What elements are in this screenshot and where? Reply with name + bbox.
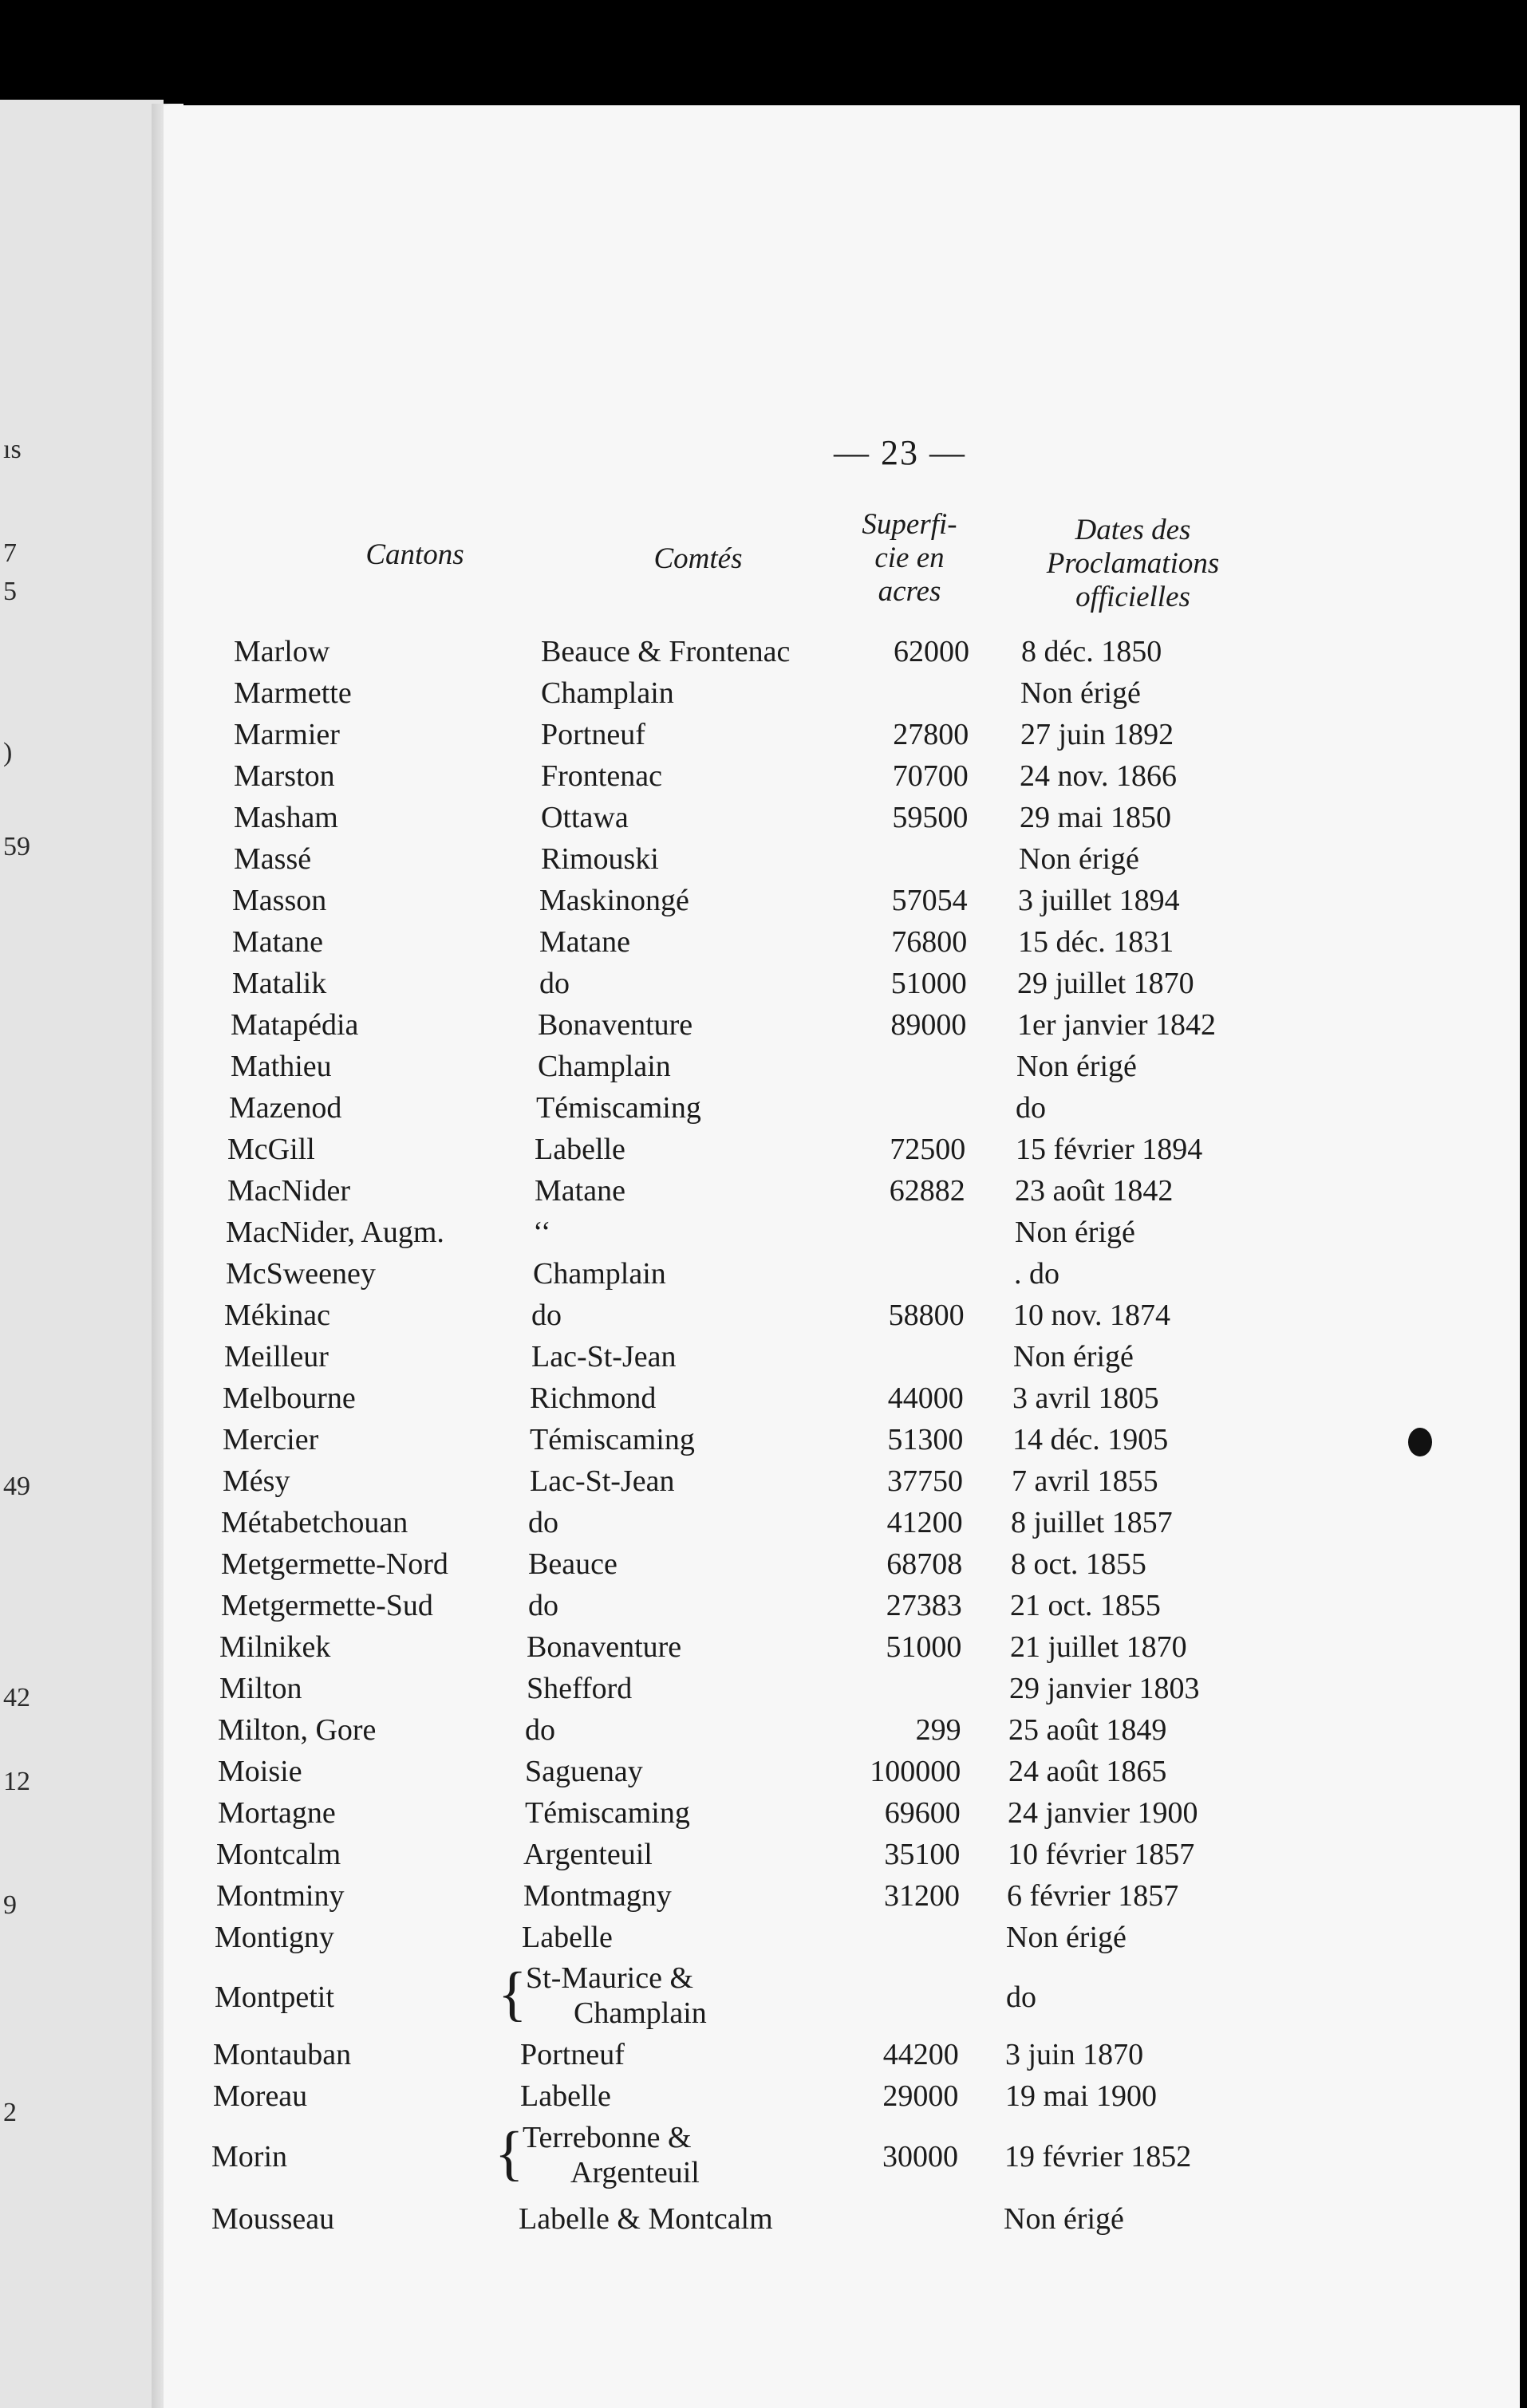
canton-name: Montauban [213, 2038, 352, 2071]
superficie-value: 31200 [884, 1879, 960, 1913]
header-dates-line: Proclamations [1046, 547, 1220, 580]
superficie-value: 68708 [886, 1547, 963, 1581]
proclamation-date: 10 nov. 1874 [1013, 1299, 1171, 1332]
comte-name: Portneuf [520, 2038, 625, 2071]
canton-name: Marmette [234, 676, 352, 710]
canton-name: Marlow [234, 635, 330, 668]
proclamation-date: 6 février 1857 [1007, 1879, 1179, 1913]
left-page-text: 59 [3, 832, 30, 861]
comte-name-continued: Argenteuil [570, 2156, 700, 2189]
comte-name: Bonaventure [527, 1630, 682, 1664]
canton-name: Melbourne [223, 1381, 356, 1415]
comte-name: Champlain [533, 1257, 666, 1291]
canton-name: Milnikek [219, 1630, 331, 1664]
proclamation-date: 3 juin 1870 [1005, 2038, 1144, 2071]
left-page-text: 12 [3, 1767, 30, 1796]
superficie-value: 35100 [884, 1838, 961, 1871]
superficie-value: 76800 [891, 925, 968, 959]
canton-name: Matalik [232, 967, 327, 1000]
superficie-value: 299 [915, 1713, 961, 1747]
superficie-value: 51300 [887, 1423, 964, 1456]
comte-name: Richmond [530, 1381, 657, 1415]
proclamation-date: 10 février 1857 [1008, 1838, 1195, 1871]
brace-glyph: { [495, 2120, 524, 2187]
proclamation-date: 21 juillet 1870 [1010, 1630, 1187, 1664]
canton-name: Masson [232, 884, 327, 917]
proclamation-date: Non érigé [1020, 676, 1141, 710]
superficie-value: 72500 [890, 1133, 966, 1166]
superficie-value: 37750 [887, 1464, 963, 1498]
canton-name: Mazenod [229, 1091, 342, 1125]
canton-name: Marmier [234, 718, 340, 751]
proclamation-date: Non érigé [1019, 842, 1139, 876]
header-cantons: Cantons [365, 538, 464, 571]
header-superficie [850, 508, 969, 609]
canton-name: Montpetit [215, 1980, 334, 2014]
proclamation-date: 8 oct. 1855 [1011, 1547, 1146, 1581]
superficie-value: 57054 [891, 884, 968, 917]
left-page-text: 42 [3, 1683, 30, 1712]
proclamation-date: Non érigé [1016, 1050, 1137, 1083]
comte-name: Montmagny [523, 1879, 672, 1913]
comte-name: Ottawa [541, 801, 629, 834]
canton-name: Mortagne [218, 1796, 336, 1830]
canton-name: Matane [232, 925, 323, 959]
comte-name: Labelle [522, 1921, 613, 1954]
document-page [164, 105, 1520, 2408]
comte-name: ‘‘ [533, 1216, 551, 1249]
canton-name: Metgermette-Sud [221, 1589, 433, 1622]
canton-name: McSweeney [226, 1257, 376, 1291]
canton-name: Mercier [223, 1423, 319, 1456]
left-page-text: 9 [3, 1890, 17, 1920]
canton-name: Mousseau [211, 2202, 335, 2236]
left-page-fragment [0, 100, 164, 2408]
proclamation-date: Non érigé [1006, 1921, 1127, 1954]
left-page-text: 7 [3, 538, 17, 568]
superficie-value: 51000 [886, 1630, 962, 1664]
canton-name: Moisie [218, 1755, 302, 1788]
header-superficie-line: Superfi- [862, 508, 957, 541]
comte-name: do [539, 967, 570, 1000]
canton-name: Montigny [215, 1921, 334, 1954]
comte-name: Champlain [541, 676, 674, 710]
canton-name: Mékinac [224, 1299, 330, 1332]
proclamation-date: Non érigé [1004, 2202, 1124, 2236]
comte-name: Matane [535, 1174, 625, 1208]
comte-name: Témiscaming [530, 1423, 695, 1456]
comte-name: Portneuf [541, 718, 645, 751]
proclamation-date: Non érigé [1013, 1340, 1134, 1373]
header-dates-line: Dates des [1075, 514, 1191, 546]
header-comtes: Comtés [653, 542, 743, 575]
canton-name: Métabetchouan [221, 1506, 408, 1539]
canton-name: Mathieu [231, 1050, 332, 1083]
canton-name: Milton, Gore [218, 1713, 377, 1747]
header-superficie-line: acres [878, 575, 941, 608]
superficie-value: 62000 [894, 635, 969, 668]
superficie-value: 59500 [892, 801, 969, 834]
left-page-text: ıs [3, 435, 22, 464]
comte-name: Saguenay [525, 1755, 643, 1788]
proclamation-date: 1er janvier 1842 [1017, 1008, 1217, 1042]
proclamation-date: 29 janvier 1803 [1009, 1672, 1200, 1705]
comte-name: Champlain [538, 1050, 671, 1083]
proclamation-date: 25 août 1849 [1008, 1713, 1167, 1747]
proclamation-date: 21 oct. 1855 [1010, 1589, 1161, 1622]
canton-name: Matapédia [231, 1008, 359, 1042]
superficie-value: 100000 [870, 1755, 961, 1788]
proclamation-date: 29 juillet 1870 [1017, 967, 1194, 1000]
superficie-value: 30000 [882, 2140, 958, 2174]
proclamation-date: 19 février 1852 [1004, 2140, 1192, 2174]
comte-name: Maskinongé [539, 884, 689, 917]
superficie-value: 41200 [886, 1506, 963, 1539]
superficie-value: 69600 [884, 1796, 961, 1830]
proclamation-date: 8 déc. 1850 [1021, 635, 1162, 668]
superficie-value: 70700 [892, 759, 969, 793]
comte-name: Bonaventure [538, 1008, 693, 1042]
canton-name: Montminy [216, 1879, 345, 1913]
header-dates-line: officielles [1075, 581, 1190, 613]
proclamation-date: 3 avril 1805 [1012, 1381, 1159, 1415]
comte-name: Lac-St-Jean [530, 1464, 675, 1498]
superficie-value: 44000 [887, 1381, 964, 1415]
comte-name: Lac-St-Jean [531, 1340, 677, 1373]
proclamation-date: 7 avril 1855 [1012, 1464, 1158, 1498]
comte-name: do [528, 1506, 558, 1539]
comte-name: Beauce [528, 1547, 618, 1581]
canton-name: Metgermette-Nord [221, 1547, 448, 1581]
page-number: — 23 — [834, 433, 966, 472]
superficie-value: 27800 [893, 718, 969, 751]
comte-name: do [528, 1589, 558, 1622]
comte-name: Shefford [527, 1672, 633, 1705]
comte-name: Labelle & Montcalm [519, 2202, 773, 2236]
canton-name: Meilleur [224, 1340, 329, 1373]
ink-blot [1408, 1428, 1432, 1456]
proclamation-date: 24 août 1865 [1008, 1755, 1167, 1788]
canton-name: Marston [234, 759, 335, 793]
proclamation-date: . do [1014, 1257, 1059, 1291]
proclamation-date: 8 juillet 1857 [1011, 1506, 1173, 1539]
comte-name: Labelle [535, 1133, 625, 1166]
proclamation-date: 29 mai 1850 [1020, 801, 1171, 834]
proclamation-date: 24 janvier 1900 [1008, 1796, 1198, 1830]
superficie-value: 44200 [882, 2038, 959, 2071]
header-dates [1001, 514, 1265, 614]
comte-name: Argenteuil [523, 1838, 653, 1871]
left-page-text: 49 [3, 1472, 30, 1501]
comte-name: Matane [539, 925, 630, 959]
proclamation-date: 23 août 1842 [1015, 1174, 1174, 1208]
proclamation-date: 15 déc. 1831 [1018, 925, 1174, 959]
comte-name: do [531, 1299, 562, 1332]
comte-name: Témiscaming [536, 1091, 701, 1125]
comte-name: Terrebonne & [523, 2121, 692, 2154]
canton-name: Mésy [223, 1464, 290, 1498]
header-superficie-line: cie en [874, 542, 945, 574]
proclamation-date: do [1016, 1091, 1046, 1125]
comte-name: Beauce & Frontenac [541, 635, 791, 668]
canton-name: MacNider, Augm. [226, 1216, 444, 1249]
superficie-value: 27383 [886, 1589, 962, 1622]
canton-name: Moreau [213, 2079, 308, 2113]
proclamation-date: Non érigé [1015, 1216, 1135, 1249]
comte-name: St-Maurice & [526, 1961, 694, 1995]
comte-name: Rimouski [541, 842, 659, 876]
canton-name: Morin [211, 2140, 287, 2174]
canton-name: MacNider [227, 1174, 351, 1208]
comte-name: Frontenac [541, 759, 662, 793]
superficie-value: 58800 [888, 1299, 965, 1332]
proclamation-date: 15 février 1894 [1016, 1133, 1203, 1166]
comte-name: do [525, 1713, 555, 1747]
comte-name: Labelle [520, 2079, 611, 2113]
comte-name: Témiscaming [525, 1796, 690, 1830]
canton-name: McGill [227, 1133, 315, 1166]
superficie-value: 89000 [890, 1008, 967, 1042]
superficie-value: 51000 [890, 967, 967, 1000]
proclamation-date: 14 déc. 1905 [1012, 1423, 1169, 1456]
proclamation-date: 19 mai 1900 [1005, 2079, 1157, 2113]
superficie-value: 29000 [882, 2079, 959, 2113]
canton-name: Montcalm [216, 1838, 341, 1871]
proclamation-date: 27 juin 1892 [1020, 718, 1174, 751]
left-page-text: ) [3, 738, 13, 767]
proclamation-date: 24 nov. 1866 [1020, 759, 1178, 793]
brace-glyph: { [498, 1961, 527, 2028]
proclamation-date: 3 juillet 1894 [1018, 884, 1180, 917]
comte-name-continued: Champlain [574, 1996, 707, 2030]
proclamation-date: do [1006, 1980, 1036, 2014]
canton-name: Masham [234, 801, 338, 834]
canton-name: Massé [234, 842, 312, 876]
left-page-text: 2 [3, 2098, 17, 2127]
left-page-text: 5 [3, 577, 17, 606]
superficie-value: 62882 [889, 1174, 965, 1208]
canton-name: Milton [219, 1672, 302, 1705]
